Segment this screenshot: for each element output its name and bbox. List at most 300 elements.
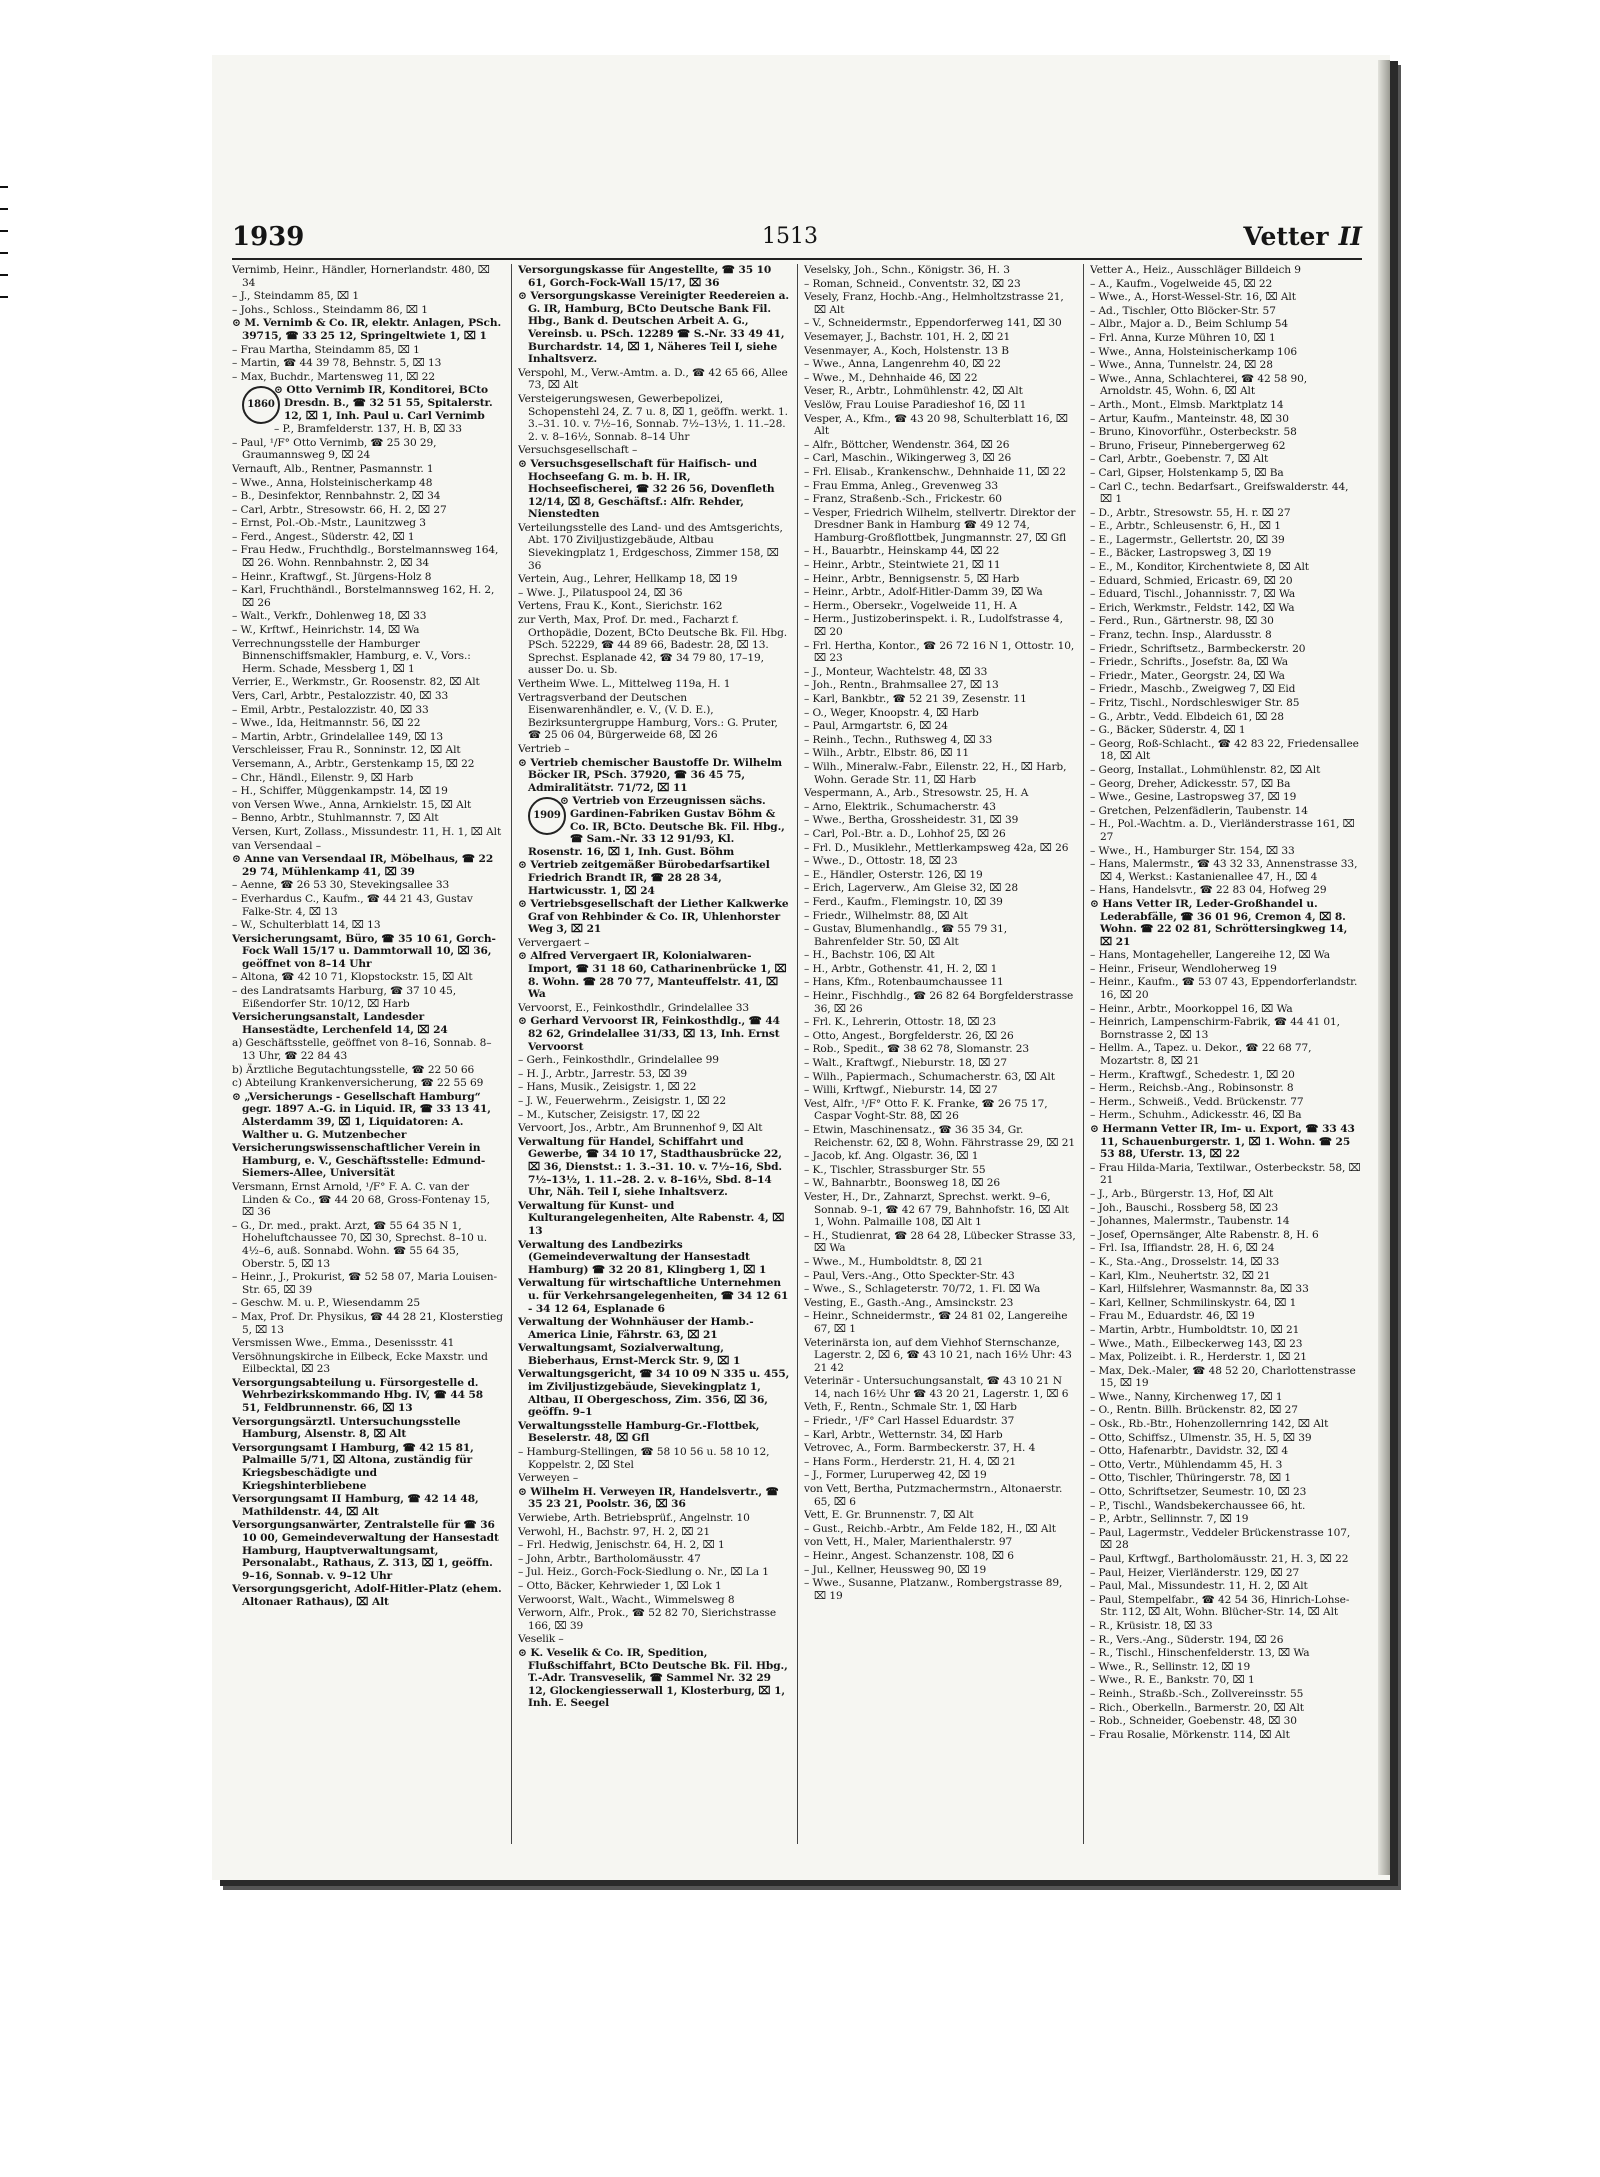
entry-text: – Max, Dek.-Maler, ☎ 48 52 20, Charlottenstrasse 15, ⌧ 19 xyxy=(1090,1364,1356,1390)
entry-text: – O., Weger, Knoopstr. 4, ⌧ Harb xyxy=(804,706,979,719)
directory-entry xyxy=(1090,1567,1362,1580)
directory-entry xyxy=(804,1270,1076,1283)
directory-entry xyxy=(804,372,1076,385)
entry-text: – R., Krüsistr. 18, ⌧ 33 xyxy=(1090,1619,1213,1632)
directory-entry xyxy=(1090,1123,1362,1161)
entry-text: – Wilh., Mineralw.-Fabr., Eilenstr. 22, H., ⌧ Harb, Wohn. Gerade Str. 11, ⌧ Harb xyxy=(804,760,1067,786)
entry-text: – B., Desinfektor, Rennbahnstr. 2, ⌧ 34 xyxy=(232,490,441,503)
entry-text: Vers, Carl, Arbtr., Pestalozzistr. 40, ⌧ 33 xyxy=(232,690,449,702)
header-name: Vetter xyxy=(1243,222,1329,251)
directory-entry xyxy=(1090,1003,1362,1016)
directory-entry xyxy=(232,758,504,771)
entry-text: – Friedr., Mater., Georgstr. 24, ⌧ Wa xyxy=(1090,669,1285,682)
entry-text: – Herm., Schuhm., Adickesstr. 46, ⌧ Ba xyxy=(1090,1109,1302,1122)
directory-entry xyxy=(804,1150,1076,1163)
directory-entry xyxy=(518,1136,790,1199)
entry-text: Verwohl, H., Bachstr. 97, H. 2, ⌧ 21 xyxy=(518,1525,711,1538)
entry-text: – Ernst, Pol.-Ob.-Mstr., Launitzweg 3 xyxy=(232,517,426,530)
directory-entry xyxy=(804,439,1076,452)
directory-entry xyxy=(804,1550,1076,1563)
entry-text: – H., Arbtr., Gothenstr. 41, H. 2, ⌧ 1 xyxy=(804,962,998,975)
entry-text: – Roman, Schneid., Conventstr. 32, ⌧ 23 xyxy=(804,277,1021,290)
firm-logo-seal: 1860 xyxy=(242,386,280,424)
directory-entry xyxy=(518,393,790,443)
entry-text: – Heinr., Arbtr., Moorkoppel 16, ⌧ Wa xyxy=(1090,1002,1293,1015)
directory-entry xyxy=(232,1271,504,1296)
directory-entry xyxy=(232,772,504,785)
directory-entry xyxy=(1090,1674,1362,1687)
directory-entry xyxy=(804,331,1076,344)
directory-entry xyxy=(1090,963,1362,976)
entry-text: – Wwe., Susanne, Platzanw., Rombergstrasse 89, ⌧ 19 xyxy=(804,1577,1063,1602)
entry-text: Versteigerungswesen, Gewerbepolizei, Schopenstehl 24, Z. 7 u. 8, ⌧ 1, geöffn. werkt. 1. 3.–31. 10. v. 7½–16, Sonnab. 7½–13½, 1. 11.–28. 2. v. 8–16½, Sonnab. 8–14 Uhr xyxy=(518,392,788,443)
directory-entry xyxy=(1090,1069,1362,1082)
entry-text: – Fritz, Tischl., Nordschleswiger Str. 85 xyxy=(1090,697,1300,709)
directory-entry xyxy=(232,840,504,853)
directory-entry xyxy=(1090,1242,1362,1255)
entry-text: Verschleisser, Frau R., Sonninstr. 12, ⌧ Alt xyxy=(232,744,461,757)
entry-text: – Wwe., Anna, Schlachterei, ☎ 42 58 90, Arnoldstr. 45, Wohn. 6, ⌧ Alt xyxy=(1090,372,1308,398)
entry-text: – Hellm. A., Tapez. u. Dekor., ☎ 22 68 77, Mozartstr. 8, ⌧ 21 xyxy=(1090,1042,1312,1068)
directory-entry xyxy=(804,1016,1076,1029)
entry-text: – Otto, Bäcker, Kehrwieder 1, ⌧ Lok 1 xyxy=(518,1579,722,1592)
entry-text: – Reinh., Techn., Ruthsweg 4, ⌧ 33 xyxy=(804,733,993,746)
entry-text: – Ferd., Kaufm., Flemingstr. 10, ⌧ 39 xyxy=(804,895,1003,908)
directory-entry xyxy=(804,413,1076,438)
directory-entry xyxy=(1090,547,1362,560)
directory-entry xyxy=(804,1415,1076,1428)
entry-text: ⊙ Versorgungskasse Vereinigter Reedereien a. G. IR, Hamburg, BCto Deutsche Bank Fil. Hbg., Bank d. Deutschen Arbeit A. G., Vereinsb. u. PSch. 12289 ☎ S.-Nr. 33 49 41, Burchardstr. 14, ⌧ 1, Näheres Teil I, siehe Inhaltsverz. xyxy=(518,290,789,366)
page-crease-shadow xyxy=(1378,60,1390,1875)
entry-text: a) Geschäftsstelle, geöffnet von 8–16, Sonnab. 8–13 Uhr, ☎ 22 84 43 xyxy=(232,1037,492,1063)
directory-entry xyxy=(232,544,504,569)
directory-entry xyxy=(518,937,790,950)
directory-entry xyxy=(804,1071,1076,1084)
directory-entry xyxy=(232,826,504,839)
directory-entry xyxy=(804,1124,1076,1149)
entry-text: Vesely, Franz, Hochb.-Ang., Helmholtzstrasse 21, ⌧ Alt xyxy=(804,291,1064,316)
directory-entry xyxy=(518,1095,790,1108)
entry-text: – Heinr., Fischhdlg., ☎ 26 82 64 Borgfelderstrasse 36, ⌧ 26 xyxy=(804,990,1074,1015)
entry-text: – Bruno, Friseur, Pinnebergerweg 62 xyxy=(1090,439,1286,452)
entry-text: – Wwe., Anna, Holsteinischerkamp 48 xyxy=(232,476,433,489)
directory-entry xyxy=(804,949,1076,962)
directory-entry xyxy=(1090,1365,1362,1390)
entry-text: Vervoort, Jos., Arbtr., Am Brunnenhof 9, ⌧ Alt xyxy=(518,1122,763,1135)
directory-entry xyxy=(518,1607,790,1632)
entry-text: – G., Bäcker, Süderstr. 4, ⌧ 1 xyxy=(1090,724,1246,737)
entry-text: – Aenne, ☎ 26 53 30, Stevekingsallee 33 xyxy=(232,879,450,892)
directory-entry xyxy=(518,1420,790,1445)
entry-text: – Heinr., Kaufm., ☎ 53 07 43, Eppendorferlandstr. 16, ⌧ 20 xyxy=(1090,976,1358,1002)
directory-entry xyxy=(232,1519,504,1582)
directory-entry xyxy=(804,1297,1076,1310)
entry-text: – Artur, Kaufm., Manteinstr. 48, ⌧ 30 xyxy=(1090,412,1289,425)
directory-entry xyxy=(804,452,1076,465)
entry-text: – Georg, Installat., Lohmühlenstr. 82, ⌧ Alt xyxy=(1090,763,1321,776)
entry-text: Versorgungsamt I Hamburg, ☎ 42 15 81, Palmaille 5/71, ⌧ Altona, zuständig für Kriegsbeschädigte und Kriegshinterbliebene xyxy=(232,1441,474,1492)
entry-text: Verwaltung für Kunst- und Kulturangelegenheiten, Alte Rabenstr. 4, ⌧ 13 xyxy=(518,1199,785,1237)
directory-entry xyxy=(232,1442,504,1492)
directory-entry xyxy=(518,898,790,936)
entry-text: Versorgungsamt II Hamburg, ☎ 42 14 48, Mathildenstr. 44, ⌧ Alt xyxy=(232,1493,479,1518)
entry-text: Vetrovec, A., Form. Barmbeckerstr. 37, H. 4 xyxy=(804,1442,1036,1455)
directory-entry xyxy=(232,531,504,544)
directory-entry xyxy=(804,1084,1076,1097)
page-header xyxy=(232,222,1362,256)
entry-text: – Otto, Hafenarbtr., Davidstr. 32, ⌧ 4 xyxy=(1090,1445,1288,1458)
entry-text: ⊙ „Versicherungs - Gesellschaft Hamburg“ gegr. 1897 A.-G. in Liquid. IR, ☎ 33 13 41, Alsterdamm 39, ⌧ 1, Liquidatoren: A. Walther u. G. Mutzenbecher xyxy=(232,1090,491,1141)
entry-text: – Wwe., H., Hamburger Str. 154, ⌧ 33 xyxy=(1090,844,1295,857)
directory-entry xyxy=(1090,724,1362,737)
directory-entry xyxy=(232,490,504,503)
directory-entry xyxy=(232,423,504,436)
entry-text: – Friedr., Schriftsetz., Barmbeckerstr. 20 xyxy=(1090,642,1306,655)
directory-entry xyxy=(518,1472,790,1485)
entry-text: – Wwe., A., Horst-Wessel-Str. 16, ⌧ Alt xyxy=(1090,291,1296,304)
entry-text: – Altona, ☎ 42 10 71, Klopstockstr. 15, ⌧ Alt xyxy=(232,971,473,984)
entry-text: – Frau Rosalie, Mörkenstr. 114, ⌧ Alt xyxy=(1090,1728,1290,1741)
column-2 xyxy=(518,264,790,1844)
directory-entry xyxy=(804,545,1076,558)
entry-text: – Carl C., techn. Bedarfsart., Greifswalderstr. 44, ⌧ 1 xyxy=(1090,480,1349,506)
directory-entry xyxy=(1090,507,1362,520)
entry-text: Vesper, A., Kfm., ☎ 43 20 98, Schulterblatt 16, ⌧ Alt xyxy=(804,412,1068,438)
directory-entry xyxy=(232,504,504,517)
directory-entry xyxy=(1090,711,1362,724)
entry-text: Verspohl, M., Verw.-Amtm. a. D., ☎ 42 65 66, Allee 73, ⌧ Alt xyxy=(518,366,788,392)
entry-text: – Rob., Schneider, Goebenstr. 48, ⌧ 30 xyxy=(1090,1715,1297,1728)
entry-text: – Wwe., Ida, Heitmannstr. 56, ⌧ 22 xyxy=(232,717,421,730)
entry-text: – Wwe., Math., Eilbeckerweg 143, ⌧ 23 xyxy=(1090,1337,1303,1350)
entry-text: – Wwe., Anna, Tunnelstr. 24, ⌧ 28 xyxy=(1090,359,1273,372)
entry-text: – W., Krftwf., Heinrichstr. 14, ⌧ Wa xyxy=(232,624,420,637)
entry-text: – E., M., Konditor, Kirchentwiete 8, ⌧ Alt xyxy=(1090,561,1309,574)
entry-text: – Etwin, Maschinensatz., ☎ 36 35 34, Gr. Reichenstr. 62, ⌧ 8, Wohn. Fährstrasse 29, ⌧ 21 xyxy=(804,1124,1075,1149)
entry-text: Veterinär - Untersuchungsanstalt, ☎ 43 10 21 N 14, nach 16½ Uhr ☎ 43 20 21, Lagerstr. 1, ⌧ 6 xyxy=(804,1375,1069,1400)
directory-entry xyxy=(804,1469,1076,1482)
directory-entry xyxy=(1090,1634,1362,1647)
entry-text: – E., Händler, Osterstr. 126, ⌧ 19 xyxy=(804,868,983,881)
directory-entry xyxy=(1090,1202,1362,1215)
entry-text: – M., Kutscher, Zeisigstr. 17, ⌧ 22 xyxy=(518,1108,701,1121)
directory-entry xyxy=(518,522,790,572)
directory-entry xyxy=(1090,1500,1362,1513)
entry-text: Veselsky, Joh., Schn., Königstr. 36, H. 3 xyxy=(804,264,1010,276)
directory-entry xyxy=(232,463,504,476)
directory-entry xyxy=(804,679,1076,692)
entry-text: Versuchsgesellschaft – xyxy=(518,444,638,457)
directory-entry xyxy=(804,666,1076,679)
entry-text: – Paul, Vers.-Ang., Otto Speckter-Str. 43 xyxy=(804,1269,1015,1282)
entry-text: von Versen Wwe., Anna, Arnkielstr. 15, ⌧ Alt xyxy=(232,798,472,811)
entry-text: – Johannes, Malermstr., Taubenstr. 14 xyxy=(1090,1215,1290,1228)
entry-text: – Hans, Montageheller, Langereihe 12, ⌧ Wa xyxy=(1090,949,1330,962)
entry-text: – Frl. Anna, Kurze Mühren 10, ⌧ 1 xyxy=(1090,331,1276,344)
directory-entry xyxy=(804,278,1076,291)
directory-entry xyxy=(804,345,1076,358)
directory-entry xyxy=(1090,1310,1362,1323)
entry-text: – Wwe., Anna, Langenrehm 40, ⌧ 22 xyxy=(804,358,1001,371)
entry-text: – W., Schulterblatt 14, ⌧ 13 xyxy=(232,919,381,932)
directory-entry xyxy=(518,614,790,677)
entry-text: Vespermann, A., Arb., Stresowstr. 25, H. A xyxy=(804,787,1029,800)
directory-entry xyxy=(1090,1188,1362,1201)
directory-entry xyxy=(232,1037,504,1062)
entry-text: ⊙ Gerhard Vervoorst IR, Feinkosthdlg., ☎ 44 82 62, Grindelallee 31/33, ⌧ 13, Inh. Ernst Vervoorst xyxy=(518,1015,780,1053)
directory-entry xyxy=(232,704,504,717)
directory-entry xyxy=(518,1122,790,1135)
directory-entry xyxy=(1090,1688,1362,1701)
directory-entry xyxy=(232,853,504,878)
directory-entry xyxy=(518,1633,790,1646)
directory-entry xyxy=(804,910,1076,923)
header-volume: II xyxy=(1338,222,1362,251)
entry-text: – Frl. Hedwig, Jenischstr. 64, H. 2, ⌧ 1 xyxy=(518,1539,725,1552)
entry-text: Verwaltung für wirtschaftliche Unternehmen u. für Verkehrsangelegenheiten, ☎ 34 12 61 - 34 12 64, Esplanade 6 xyxy=(518,1277,789,1315)
directory-entry xyxy=(232,571,504,584)
directory-entry xyxy=(1090,1580,1362,1593)
entry-text: – H., Bachstr. 106, ⌧ Alt xyxy=(804,949,935,962)
entry-text: – H., Studienrat, ☎ 28 64 28, Lübecker Strasse 33, ⌧ Wa xyxy=(804,1229,1076,1255)
entry-text: – Albr., Major a. D., Beim Schlump 54 xyxy=(1090,318,1289,331)
entry-text: – Gerh., Feinkosthdlr., Grindelallee 99 xyxy=(518,1054,719,1067)
directory-entry xyxy=(1090,467,1362,480)
directory-entry xyxy=(1090,791,1362,804)
directory-entry xyxy=(518,367,790,392)
directory-entry xyxy=(232,344,504,357)
directory-entry xyxy=(232,1091,504,1141)
entry-text: – Joh., Rentn., Brahmsallee 27, ⌧ 13 xyxy=(804,679,999,692)
directory-entry xyxy=(232,799,504,812)
entry-text: Verrechnungsstelle der Hamburger Binnenschiffsmakler, Hamburg, e. V., Vors.: Herm. Schade, Messberg 1, ⌧ 1 xyxy=(232,637,471,675)
entry-text: Vett, E. Gr. Brunnenstr. 7, ⌧ Alt xyxy=(804,1509,974,1522)
entry-text: ⊙ Anne van Versendaal IR, Möbelhaus, ☎ 22 29 74, Mühlenkamp 41, ⌧ 39 xyxy=(232,853,494,878)
entry-text: Versorgungsärztl. Untersuchungsstelle Hamburg, Alsenstr. 8, ⌧ Alt xyxy=(232,1415,461,1441)
entry-text: – Vesper, Friedrich Wilhelm, stellvertr. Direktor der Dresdner Bank in Hamburg ☎ 49 12 74, Hamburg-Großflottbek, Jungmannstr. 27, ⌧ Gfl xyxy=(804,506,1076,544)
entry-text: – Heinrich, Lampenschirm-Fabrik, ☎ 44 41 01, Bornstrasse 2, ⌧ 13 xyxy=(1090,1016,1340,1041)
directory-entry xyxy=(804,1337,1076,1375)
directory-entry xyxy=(1090,949,1362,962)
directory-entry xyxy=(804,896,1076,909)
directory-entry xyxy=(232,985,504,1010)
directory-entry xyxy=(1090,1527,1362,1552)
entry-text: – Ad., Tischler, Otto Blöcker-Str. 57 xyxy=(1090,304,1276,317)
entry-text: – Max, Buchdr., Martensweg 11, ⌧ 22 xyxy=(232,370,435,383)
entry-text: – Heinr., Angest. Schanzenstr. 108, ⌧ 6 xyxy=(804,1550,1014,1562)
entry-text: ⊙ Otto Vernimb IR, Konditorei, BCto Dresdn. B., ☎ 32 51 55, Spitalerstr. 12, ⌧ 1, Inh. Paul u. Carl Vernimb xyxy=(274,384,493,422)
column-4 xyxy=(1090,264,1362,1844)
directory-entry xyxy=(804,1283,1076,1296)
directory-entry xyxy=(1090,1702,1362,1715)
entry-text: – Hans Form., Herderstr. 21, H. 4, ⌧ 21 xyxy=(804,1455,1017,1468)
directory-entry xyxy=(1090,399,1362,412)
directory-entry xyxy=(518,1539,790,1552)
entry-text: zur Verth, Max, Prof. Dr. med., Facharzt f. Orthopädie, Dozent, BCto Deutsche Bk. Fil. Hbg. PSch. 52229, ☎ 44 89 66, Badestr. 28, ⌧ 13. Sprechst. Esplanade 42, ☎ 34 79 80, 17–19, ausser Do. u. Sb. xyxy=(518,614,788,677)
entry-text: – J., Arb., Bürgerstr. 13, Hof, ⌧ Alt xyxy=(1090,1187,1274,1200)
directory-entry xyxy=(804,761,1076,786)
entry-text: – R., Tischl., Hinschenfelderstr. 13, ⌧ Wa xyxy=(1090,1647,1310,1660)
entry-text: Verwiebe, Arth. Betriebsprüf., Angelnstr. 10 xyxy=(518,1512,750,1524)
directory-entry xyxy=(518,1486,790,1511)
entry-text: ⊙ Vertrieb von Erzeugnissen sächs. Gardinen-Fabriken Gustav Böhm & Co. IR, BCto. Deutsche Bk. Fil. Hbg., ☎ Sam.-Nr. 33 12 91/93, Kl. Rosenstr. 16, ⌧ 1, Inh. Gust. Böhm xyxy=(528,795,785,858)
directory-entry xyxy=(1090,1404,1362,1417)
directory-entry xyxy=(804,1483,1076,1508)
entry-text: ⊙ Hans Vetter IR, Leder-Großhandel u. Lederabfälle, ☎ 36 01 96, Cremon 4, ⌧ 8. Wohn. ☎ 22 02 81, Schröttersingkweg 14, ⌧ 21 xyxy=(1090,897,1348,948)
directory-entry xyxy=(232,731,504,744)
directory-entry xyxy=(804,801,1076,814)
directory-entry xyxy=(518,587,790,600)
directory-entry xyxy=(1090,1391,1362,1404)
entry-text: – Josef, Opernsänger, Alte Rabenstr. 8, H. 6 xyxy=(1090,1228,1319,1241)
entry-text: Vertheim Wwe. L., Mittelweg 119a, H. 1 xyxy=(518,678,731,690)
firm-logo-seal: 1909 xyxy=(528,797,566,835)
entry-text: – Otto, Schriftsetzer, Seumestr. 10, ⌧ 23 xyxy=(1090,1486,1307,1499)
directory-entry xyxy=(1090,738,1362,763)
directory-entry xyxy=(804,734,1076,747)
entry-text: Versicherungsamt, Büro, ☎ 35 10 61, Gorch-Fock Wall 15/17 u. Dammtorwall 10, ⌧ 36, geöffnet von 8–14 Uhr xyxy=(232,932,496,970)
directory-entry xyxy=(518,1342,790,1367)
header-year: 1939 xyxy=(232,222,305,252)
entry-text: – Willi, Krftwgf., Nieburstr. 14, ⌧ 27 xyxy=(804,1084,998,1097)
column-3 xyxy=(804,264,1076,1844)
entry-text: Vetter A., Heiz., Ausschläger Billdeich 9 xyxy=(1090,264,1301,276)
directory-entry xyxy=(1090,1016,1362,1041)
directory-entry xyxy=(804,707,1076,720)
directory-entry xyxy=(232,1351,504,1376)
directory-entry xyxy=(232,971,504,984)
directory-entry xyxy=(232,638,504,676)
entry-text: – Hans, Kfm., Rotenbaumchaussee 11 xyxy=(804,976,1004,989)
directory-entry xyxy=(518,1446,790,1471)
entry-text: – Frl. Hertha, Kontor., ☎ 26 72 16 N 1, Ottostr. 10, ⌧ 23 xyxy=(804,639,1075,665)
directory-entry xyxy=(518,1647,790,1710)
directory-entry xyxy=(804,855,1076,868)
column-1 xyxy=(232,264,504,1844)
entry-text: Vesemayer, J., Bachstr. 101, H. 2, ⌧ 21 xyxy=(804,330,1011,343)
directory-entry xyxy=(804,1310,1076,1335)
entry-text: ⊙ Wilhelm H. Verweyen IR, Handelsvertr., ☎ 35 23 21, Poolstr. 36, ⌧ 36 xyxy=(518,1485,779,1511)
directory-entry xyxy=(232,357,504,370)
directory-entry xyxy=(232,371,504,384)
entry-text: Veslöw, Frau Louise Paradieshof 16, ⌧ 11 xyxy=(804,398,1027,411)
entry-text: – Friedr., Maschb., Zweigweg 7, ⌧ Eid xyxy=(1090,683,1296,696)
entry-text: – Karl, Klm., Neuhertstr. 32, ⌧ 21 xyxy=(1090,1269,1271,1282)
directory-entry xyxy=(232,1142,504,1180)
directory-entry xyxy=(804,1030,1076,1043)
entry-text: – Wwe., S., Schlageterstr. 70/72, 1. Fl. ⌧ Wa xyxy=(804,1283,1041,1296)
entry-text: ⊙ Alfred Ververgaert IR, Kolonialwaren-Import, ☎ 31 18 60, Catharinenbrücke 1, ⌧ 8. Wohn. ☎ 28 70 77, Manteuffelstr. 41, ⌧ Wa xyxy=(518,950,787,1001)
entry-text: Vest, Alfr., ¹/F° Otto F. K. Franke, ☎ 26 75 17, Caspar Voght-Str. 88, ⌧ 26 xyxy=(804,1097,1048,1123)
directory-entry xyxy=(1090,1459,1362,1472)
directory-entry xyxy=(1090,481,1362,506)
entry-text: – Herm., Schweiß., Vedd. Brückenstr. 77 xyxy=(1090,1095,1304,1108)
directory-entry xyxy=(232,384,504,422)
directory-entry xyxy=(804,869,1076,882)
directory-entry xyxy=(232,517,504,530)
directory-entry xyxy=(1090,426,1362,439)
entry-text: – V., Schneidermstr., Eppendorferweg 141, ⌧ 30 xyxy=(804,317,1062,330)
directory-entry xyxy=(232,879,504,892)
entry-text: – J., Former, Luruperweg 42, ⌧ 19 xyxy=(804,1469,987,1482)
entry-text: ⊙ M. Vernimb & Co. IR, elektr. Anlagen, PSch. 39715, ☎ 33 25 12, Springeltwiete 1, ⌧ 1 xyxy=(232,317,502,342)
entry-text: Vervoorst, E., Feinkosthdlr., Grindelallee 33 xyxy=(518,1001,749,1014)
entry-text: – Otto, Vertr., Mühlendamm 45, H. 3 xyxy=(1090,1458,1283,1471)
directory-entry xyxy=(804,613,1076,638)
directory-entry xyxy=(1090,1297,1362,1310)
directory-entry xyxy=(232,893,504,918)
entry-text: – Paul, Armgartstr. 6, ⌧ 24 xyxy=(804,720,948,733)
entry-text: – Karl, Bankbtr., ☎ 52 21 39, Zesenstr. 11 xyxy=(804,693,1027,705)
entry-text: – Carl, Maschin., Wikingerweg 3, ⌧ 26 xyxy=(804,452,1012,465)
entry-text: Verweyen – xyxy=(518,1472,579,1485)
entry-text: – Wilh., Arbtr., Elbstr. 86, ⌧ 11 xyxy=(804,747,970,760)
column-divider xyxy=(1083,264,1084,1844)
entry-text: – H., Schiffer, Müggenkampstr. 14, ⌧ 19 xyxy=(232,785,448,798)
entry-text: – Herm., Justizoberinspekt. i. R., Ludolfstrasse 4, ⌧ 20 xyxy=(804,613,1063,639)
directory-entry xyxy=(804,1564,1076,1577)
directory-entry xyxy=(232,584,504,609)
directory-entry xyxy=(1090,778,1362,791)
directory-entry xyxy=(804,923,1076,948)
entry-text: – Karl, Arbtr., Wetternstr. 34, ⌧ Harb xyxy=(804,1428,1003,1441)
directory-entry xyxy=(518,1239,790,1277)
directory-entry xyxy=(804,480,1076,493)
entry-text: – E., Lagermstr., Gellertstr. 20, ⌧ 39 xyxy=(1090,533,1285,546)
directory-entry xyxy=(232,264,504,289)
entry-text: – John, Arbtr., Bartholomäusstr. 47 xyxy=(518,1552,701,1565)
directory-entry xyxy=(1090,602,1362,615)
entry-text: – Wwe., Nanny, Kirchenweg 17, ⌧ 1 xyxy=(1090,1390,1283,1403)
entry-text: – Heinr., J., Prokurist, ☎ 52 58 07, Maria Louisen-Str. 65, ⌧ 39 xyxy=(232,1271,498,1296)
entry-text: Vertein, Aug., Lehrer, Hellkamp 18, ⌧ 19 xyxy=(518,573,738,586)
entry-text: – Otto, Tischler, Thüringerstr. 78, ⌧ 1 xyxy=(1090,1472,1291,1485)
directory-entry xyxy=(804,976,1076,989)
directory-entry xyxy=(518,1081,790,1094)
directory-entry xyxy=(1090,1096,1362,1109)
entry-text: Versorgungskasse für Angestellte, ☎ 35 10 61, Gorch-Fock-Wall 15/17, ⌧ 36 xyxy=(518,264,772,289)
entry-text: – P., Tischl., Wandsbekerchaussee 66, ht. xyxy=(1090,1499,1306,1512)
entry-text: – Max, Prof. Dr. Physikus, ☎ 44 28 21, Klosterstieg 5, ⌧ 13 xyxy=(232,1310,503,1336)
entry-text: – Wwe., Anna, Holsteinischerkamp 106 xyxy=(1090,345,1297,358)
entry-text: – Frau Hedw., Fruchthdlg., Borstelmannsweg 164, ⌧ 26. Wohn. Rennbahnstr. 2, ⌧ 34 xyxy=(232,544,499,570)
entry-text: – Herm., Kraftwgf., Schedestr. 1, ⌧ 20 xyxy=(1090,1068,1295,1081)
directory-entry xyxy=(1090,1082,1362,1095)
directory-entry xyxy=(1090,1513,1362,1526)
entry-text: – Wwe., R. E., Bankstr. 70, ⌧ 1 xyxy=(1090,1674,1255,1687)
directory-entry xyxy=(804,1164,1076,1177)
directory-entry xyxy=(232,317,504,342)
directory-entry xyxy=(1090,764,1362,777)
directory-entry xyxy=(1090,683,1362,696)
directory-entry xyxy=(804,1043,1076,1056)
entry-text: – J., Steindamm 85, ⌧ 1 xyxy=(232,290,359,303)
directory-entry xyxy=(232,1011,504,1036)
directory-entry xyxy=(518,795,790,858)
entry-text: – Hans, Malermstr., ☎ 43 32 33, Annenstrasse 33, ⌧ 4, Werkst.: Kastanienallee 47, H., ⌧ 4 xyxy=(1090,858,1358,883)
entry-text: – Arno, Elektrik., Schumacherstr. 43 xyxy=(804,800,996,813)
entry-text: – Georg, Roß-Schlacht., ☎ 42 83 22, Friedensallee 18, ⌧ Alt xyxy=(1090,737,1359,763)
entry-text: Versemann, A., Arbtr., Gerstenkamp 15, ⌧ 22 xyxy=(232,757,475,770)
directory-entry xyxy=(232,624,504,637)
entry-text: Vester, H., Dr., Zahnarzt, Sprechst. werkt. 9–6, Sonnab. 9–1, ☎ 42 67 79, Bahnhofstr. 16, ⌧ Alt 1, Wohn. Palmaille 108, ⌧ Alt 1 xyxy=(804,1190,1069,1229)
entry-text: Versen, Kurt, Zollass., Missundestr. 11, H. 1, ⌧ Alt xyxy=(232,825,502,838)
entry-text: Verwaltung für Handel, Schiffahrt und Gewerbe, ☎ 34 10 17, Stadthausbrücke 22, ⌧ 36, Dienstst.: 1. 3.–31. 10. v. 7½–16, Sbd. 7½–13½, 1. 11.–28. 2. v. 8–16½, Sbd. 8–14 Uhr, Näh. Teil I, siehe Inhaltsverz. xyxy=(518,1135,782,1199)
entry-text: Verwaltungsgericht, ☎ 34 10 09 N 335 u. 455, im Ziviljustizgebäude, Sievekingplatz 1, Altbau, II Obergeschoss, Zim. 356, ⌧ 36, geöffn. 9–1 xyxy=(518,1368,790,1419)
directory-entry xyxy=(1090,976,1362,1001)
directory-entry xyxy=(1090,845,1362,858)
entry-text: Vernimb, Heinr., Händler, Hornerlandstr. 480, ⌧ 34 xyxy=(232,264,490,289)
